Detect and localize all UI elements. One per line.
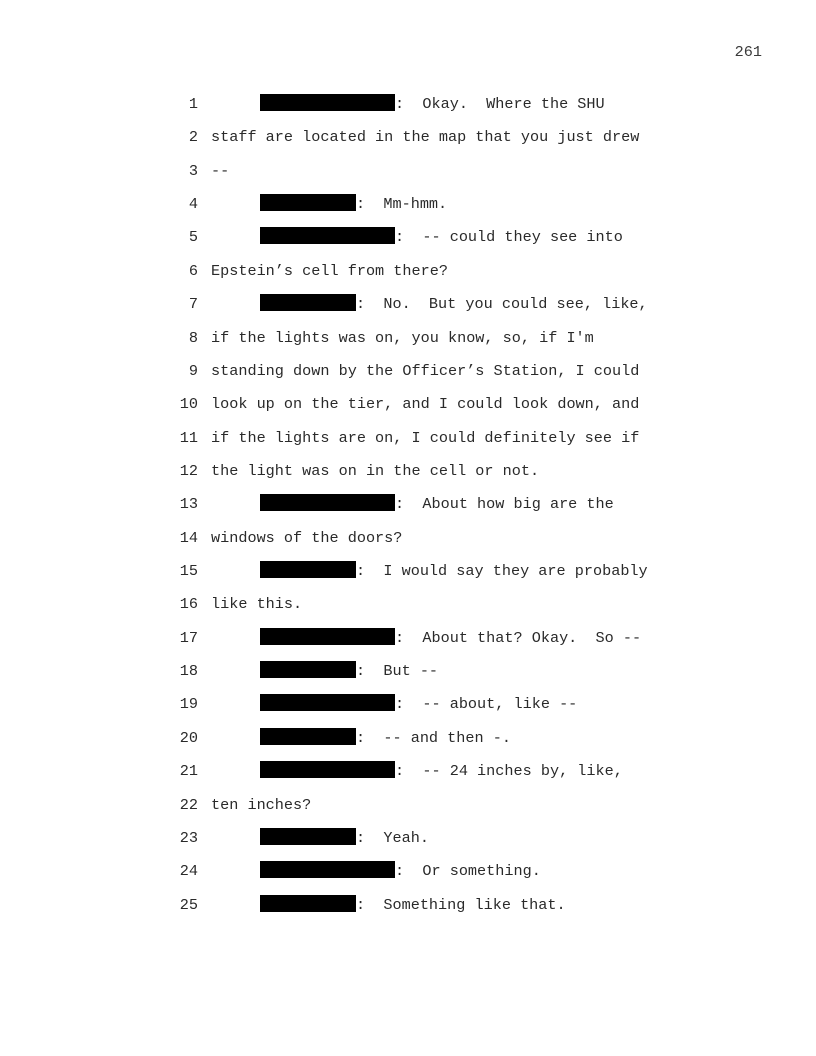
line-content bbox=[211, 261, 448, 281]
line-text: -- 24 inches by, like, bbox=[422, 762, 623, 781]
transcript-line bbox=[0, 726, 816, 759]
transcript-line bbox=[0, 592, 816, 625]
line-number: 24 bbox=[179, 862, 198, 881]
line-content bbox=[211, 428, 639, 448]
line-number: 3 bbox=[188, 161, 198, 180]
line-number: 17 bbox=[179, 628, 198, 647]
line-number: 15 bbox=[179, 562, 198, 581]
line-content bbox=[211, 127, 639, 147]
line-text: I would say they are probably bbox=[383, 562, 648, 581]
redacted-speaker-name bbox=[260, 628, 395, 645]
speaker-colon: : bbox=[356, 895, 366, 914]
line-content bbox=[260, 561, 648, 581]
redacted-speaker-name bbox=[260, 294, 356, 311]
line-content bbox=[260, 728, 511, 748]
speaker-colon: : bbox=[395, 228, 405, 247]
transcript-line bbox=[0, 225, 816, 258]
transcript-line bbox=[0, 626, 816, 659]
redacted-speaker-name bbox=[260, 761, 395, 778]
line-text: like this. bbox=[211, 595, 303, 614]
line-number: 16 bbox=[179, 595, 198, 614]
speaker-colon: : bbox=[356, 295, 366, 314]
speaker-colon: : bbox=[356, 728, 366, 747]
line-number: 11 bbox=[179, 428, 198, 447]
line-content bbox=[260, 761, 623, 781]
transcript-line bbox=[0, 125, 816, 158]
line-text: Yeah. bbox=[383, 828, 429, 847]
transcript-line bbox=[0, 859, 816, 892]
line-text: No. But you could see, like, bbox=[383, 295, 648, 314]
redacted-speaker-name bbox=[260, 194, 356, 211]
line-text: Something like that. bbox=[383, 895, 566, 914]
line-number: 8 bbox=[188, 328, 198, 347]
line-number: 20 bbox=[179, 728, 198, 747]
line-number: 21 bbox=[179, 762, 198, 781]
transcript-line bbox=[0, 492, 816, 525]
line-content bbox=[260, 861, 541, 881]
line-number: 25 bbox=[179, 895, 198, 914]
transcript-line bbox=[0, 692, 816, 725]
transcript-line bbox=[0, 259, 816, 292]
redacted-speaker-name bbox=[260, 227, 395, 244]
line-content bbox=[260, 694, 577, 714]
line-text: About how big are the bbox=[422, 495, 614, 514]
line-content bbox=[260, 661, 438, 681]
line-number: 1 bbox=[188, 95, 198, 113]
line-number: 9 bbox=[188, 361, 198, 380]
line-text: Epstein’s cell from there? bbox=[211, 261, 448, 280]
speaker-colon: : bbox=[356, 562, 366, 581]
redacted-speaker-name bbox=[260, 728, 356, 745]
redacted-speaker-name bbox=[260, 494, 395, 511]
transcript-line bbox=[0, 659, 816, 692]
transcript-line bbox=[0, 559, 816, 592]
transcript-body bbox=[0, 92, 816, 926]
transcript-line bbox=[0, 392, 816, 425]
line-content bbox=[260, 94, 605, 114]
line-content bbox=[260, 895, 566, 915]
line-number: 7 bbox=[188, 295, 198, 314]
line-content bbox=[260, 494, 614, 514]
speaker-colon: : bbox=[395, 762, 405, 781]
redacted-speaker-name bbox=[260, 861, 395, 878]
line-text: if the lights are on, I could definitely see if bbox=[211, 428, 640, 447]
line-number: 18 bbox=[179, 662, 198, 681]
speaker-colon: : bbox=[356, 662, 366, 681]
line-content bbox=[260, 294, 648, 314]
line-text: About that? Okay. So -- bbox=[422, 628, 642, 647]
speaker-colon: : bbox=[395, 628, 405, 647]
transcript-line bbox=[0, 526, 816, 559]
line-number: 14 bbox=[179, 528, 198, 547]
line-content bbox=[260, 227, 623, 247]
transcript-line bbox=[0, 459, 816, 492]
line-text: the light was on in the cell or not. bbox=[211, 461, 540, 480]
transcript-line bbox=[0, 426, 816, 459]
line-number: 6 bbox=[188, 261, 198, 280]
line-content bbox=[211, 161, 229, 181]
speaker-colon: : bbox=[395, 695, 405, 714]
line-text: -- could they see into bbox=[422, 228, 623, 247]
line-number: 19 bbox=[179, 695, 198, 714]
line-number: 10 bbox=[179, 395, 198, 414]
speaker-colon: : bbox=[395, 495, 405, 514]
transcript-line bbox=[0, 793, 816, 826]
speaker-colon: : bbox=[356, 195, 366, 214]
line-number: 13 bbox=[179, 495, 198, 514]
line-content bbox=[211, 594, 302, 614]
line-text: But -- bbox=[383, 662, 439, 681]
line-content bbox=[260, 828, 429, 848]
line-text: ten inches? bbox=[211, 795, 312, 814]
transcript-line bbox=[0, 92, 816, 125]
line-content bbox=[260, 628, 641, 648]
line-text: Mm-hmm. bbox=[383, 195, 448, 214]
redacted-speaker-name bbox=[260, 561, 356, 578]
line-text: Or something. bbox=[422, 862, 541, 881]
line-content bbox=[260, 194, 447, 214]
redacted-speaker-name bbox=[260, 94, 395, 111]
transcript-line bbox=[0, 759, 816, 792]
line-content bbox=[211, 461, 539, 481]
line-content bbox=[211, 328, 594, 348]
line-text: -- bbox=[211, 161, 230, 180]
redacted-speaker-name bbox=[260, 895, 356, 912]
line-text: -- and then -. bbox=[383, 728, 511, 747]
redacted-speaker-name bbox=[260, 694, 395, 711]
line-number: 4 bbox=[188, 195, 198, 214]
line-number: 23 bbox=[179, 828, 198, 847]
transcript-line bbox=[0, 192, 816, 225]
line-text: if the lights was on, you know, so, if I'm bbox=[211, 328, 594, 347]
speaker-colon: : bbox=[395, 862, 405, 881]
line-text: windows of the doors? bbox=[211, 528, 403, 547]
transcript-line bbox=[0, 359, 816, 392]
line-text: staff are located in the map that you just drew bbox=[211, 128, 640, 147]
line-text: -- about, like -- bbox=[422, 695, 578, 714]
speaker-colon: : bbox=[356, 828, 366, 847]
transcript-line bbox=[0, 826, 816, 859]
speaker-colon: : bbox=[395, 95, 405, 113]
line-text: Okay. Where the SHU bbox=[422, 95, 605, 113]
line-number: 2 bbox=[188, 128, 198, 147]
line-content bbox=[211, 795, 311, 815]
transcript-line bbox=[0, 326, 816, 359]
line-text: standing down by the Officer’s Station, I could bbox=[211, 361, 640, 380]
page-number: 261 bbox=[734, 43, 762, 61]
redacted-speaker-name bbox=[260, 661, 356, 678]
line-number: 12 bbox=[179, 461, 198, 480]
transcript-line bbox=[0, 893, 816, 926]
line-content bbox=[211, 394, 639, 414]
line-content bbox=[211, 361, 639, 381]
transcript-line bbox=[0, 292, 816, 325]
transcript-line bbox=[0, 159, 816, 192]
line-content bbox=[211, 528, 402, 548]
line-number: 5 bbox=[188, 228, 198, 247]
line-text: look up on the tier, and I could look down, and bbox=[211, 395, 640, 414]
redacted-speaker-name bbox=[260, 828, 356, 845]
line-number: 22 bbox=[179, 795, 198, 814]
